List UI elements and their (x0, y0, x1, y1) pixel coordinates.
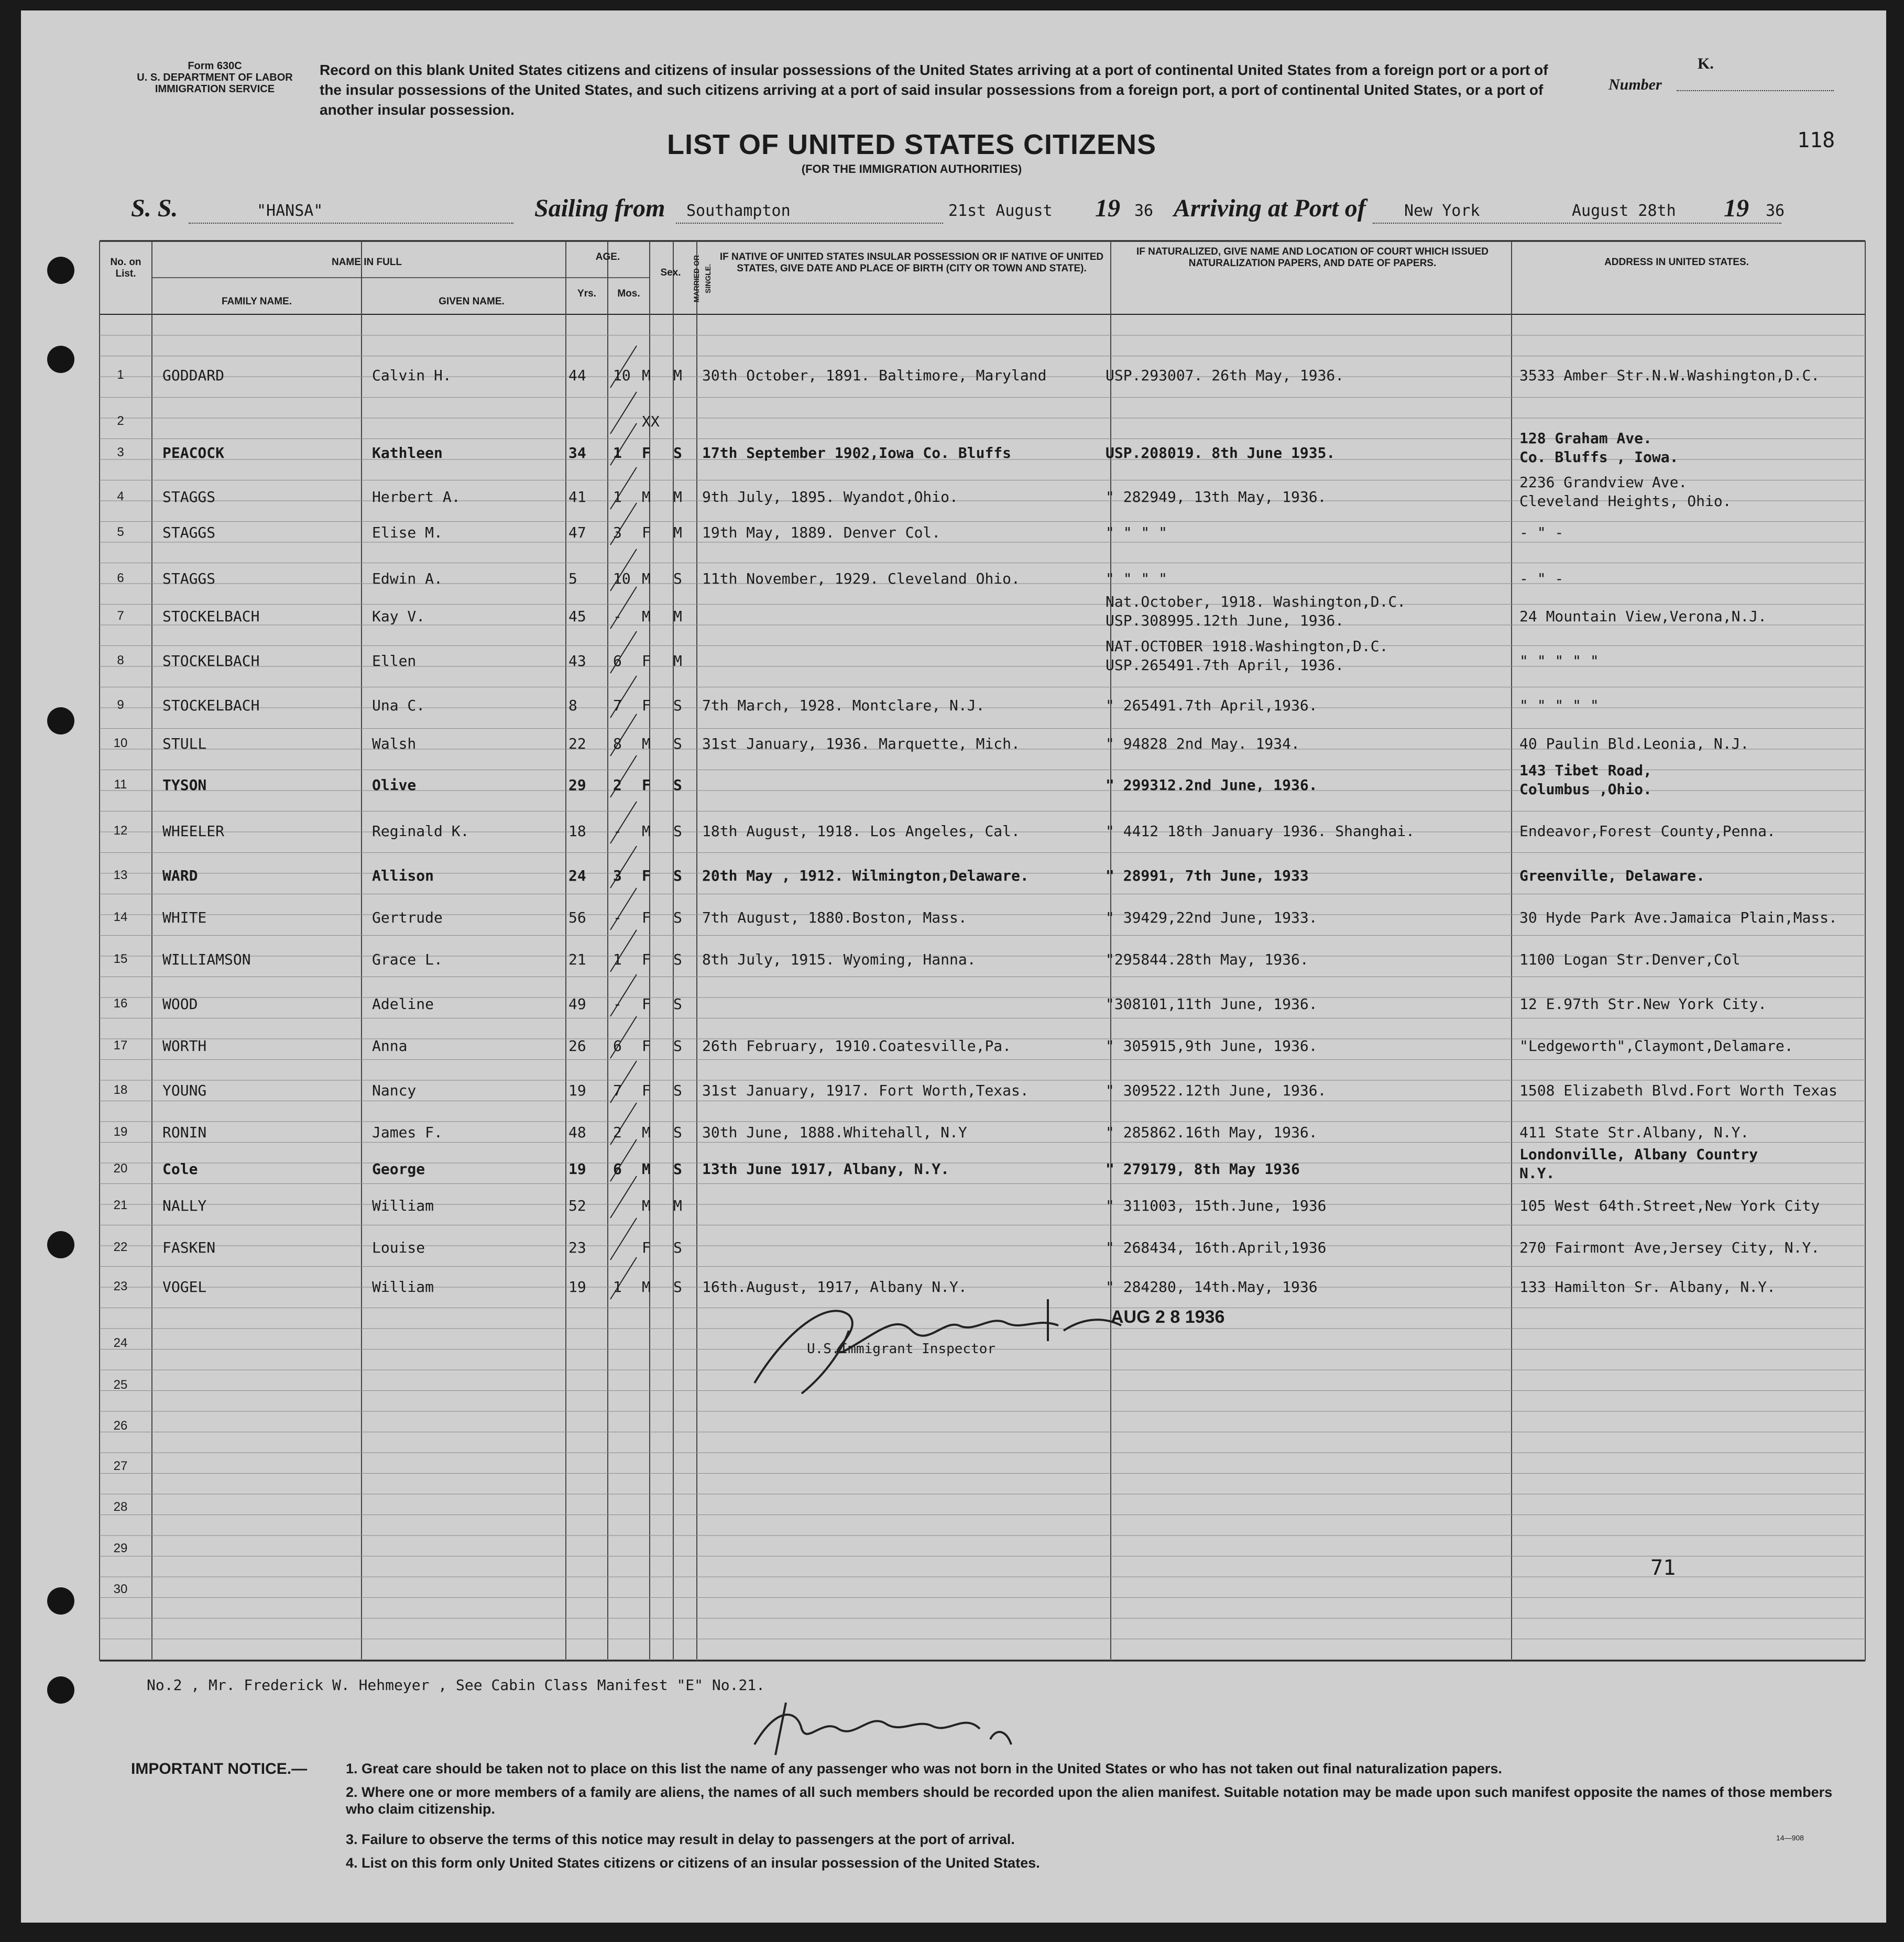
cell-family: WHITE (162, 909, 207, 926)
cell-mos: 6 (613, 1037, 622, 1055)
cell-yrs: 19 (568, 1082, 586, 1099)
cell-mos: - (613, 995, 622, 1013)
cell-sex: F (642, 867, 651, 884)
cell-sex: F (642, 1239, 651, 1256)
form-code: 14—908 (1776, 1834, 1804, 1842)
cell-yrs: 22 (568, 735, 586, 752)
cell-mos: - (613, 822, 622, 840)
cell-yrs: 47 (568, 524, 586, 541)
notice-item-2: 2. Where one or more members of a family are aliens, the names of all such members should be recorded upon the alien manifest. Suitable notation may be made upon such manifest opposite the names of those members who claim citizenship. (346, 1784, 1833, 1817)
cell-addr-line2: Columbus ,Ohio. (1519, 781, 1652, 798)
cell-given: William (372, 1278, 434, 1296)
cell-sex: M (642, 488, 651, 506)
cell-yrs: 5 (568, 570, 577, 587)
cell-ms: M (673, 367, 682, 384)
row-number: 25 (113, 1378, 128, 1392)
cell-addr: 24 Mountain View,Verona,N.J. (1519, 608, 1767, 625)
cell-birth: 31st January, 1936. Marquette, Mich. (702, 735, 1020, 752)
row-number: 13 (113, 868, 128, 882)
cell-given: Allison (372, 867, 434, 884)
cell-birth: 8th July, 1915. Wyoming, Hanna. (702, 951, 976, 968)
cell-ms: S (673, 1160, 682, 1178)
row-number: 10 (113, 736, 128, 750)
cell-addr: "Ledgeworth",Claymont,Delamare. (1519, 1037, 1793, 1055)
cell-sex: F (642, 909, 651, 926)
cell-nat: " 299312.2nd June, 1936. (1106, 776, 1318, 794)
cell-addr: Endeavor,Forest County,Penna. (1519, 822, 1776, 840)
cell-yrs: 45 (568, 608, 586, 625)
cell-family: STAGGS (162, 570, 216, 587)
cell-family: FASKEN (162, 1239, 216, 1256)
cell-nat: USP.293007. 26th May, 1936. (1106, 367, 1344, 384)
cell-ms: S (673, 1239, 682, 1256)
cell-nat: NAT.OCTOBER 1918.Washington,D.C. (1106, 638, 1388, 655)
cell-mos: 6 (613, 1160, 622, 1178)
page-subtitle: (FOR THE IMMIGRATION AUTHORITIES) (801, 162, 1022, 175)
row-number: 15 (113, 952, 128, 966)
ss-label: S. S. (131, 194, 178, 222)
cell-ms: S (673, 1082, 682, 1099)
cell-addr: Greenville, Delaware. (1519, 867, 1705, 884)
cell-given: George (372, 1160, 425, 1178)
row-number: 23 (113, 1279, 128, 1293)
cell-nat: USP.208019. 8th June 1935. (1106, 444, 1336, 462)
arrival-port: New York (1404, 202, 1480, 220)
col-head-address: ADDRESS IN UNITED STATES. (1604, 257, 1749, 268)
cell-addr: 1508 Elizabeth Blvd.Fort Worth Texas (1519, 1082, 1837, 1099)
cell-addr: 40 Paulin Bld.Leonia, N.J. (1519, 735, 1749, 752)
cell-sex: M (642, 735, 651, 752)
col-head-married: MARRIED OR SINGLE. (692, 255, 712, 303)
row-number: 14 (113, 910, 128, 924)
cell-sex: F (642, 1082, 651, 1099)
cell-sex: F (642, 652, 651, 670)
row-number: 26 (113, 1419, 128, 1433)
cell-family: RONIN (162, 1124, 207, 1141)
cell-yrs: 52 (568, 1197, 586, 1214)
cell-ms: S (673, 570, 682, 587)
cell-ms: S (673, 697, 682, 714)
footnote: No.2 , Mr. Frederick W. Hehmeyer , See Cabin Class Manifest "E" No.21. (147, 1676, 765, 1694)
cell-family: STULL (162, 735, 207, 752)
cell-nat: " 305915,9th June, 1936. (1106, 1037, 1318, 1055)
cell-mos: 1 (613, 488, 622, 506)
cell-yrs: 19 (568, 1278, 586, 1296)
cell-given: Kathleen (372, 444, 443, 462)
number-label: Number (1608, 76, 1662, 93)
cell-addr: 105 West 64th.Street,New York City (1519, 1197, 1820, 1214)
cell-family: Cole (162, 1160, 198, 1178)
cell-addr: 2236 Grandview Ave. (1519, 474, 1688, 491)
cell-nat: " 39429,22nd June, 1933. (1106, 909, 1318, 926)
cell-birth: 26th February, 1910.Coatesville,Pa. (702, 1037, 1012, 1055)
cell-mos: 1 (613, 444, 622, 462)
cell-given: William (372, 1197, 434, 1214)
row-number: 3 (117, 445, 124, 459)
sail-year: 36 (1134, 202, 1154, 220)
cell-mos: 3 (613, 867, 622, 884)
cell-sex: XX (642, 413, 660, 430)
from-port: Southampton (686, 202, 791, 220)
cell-nat: " 268434, 16th.April,1936 (1106, 1239, 1327, 1256)
row-number: 17 (113, 1038, 128, 1052)
cell-nat: " 285862.16th May, 1936. (1106, 1124, 1318, 1141)
row-number: 7 (117, 609, 124, 623)
cell-addr: Londonville, Albany Country (1519, 1146, 1758, 1163)
cell-given: Kay V. (372, 608, 425, 625)
cell-addr: 143 Tibet Road, (1519, 762, 1652, 779)
cell-ms: S (673, 1278, 682, 1296)
cell-given: Reginald K. (372, 822, 469, 840)
sail-year-prefix: 19 (1095, 194, 1120, 222)
row-number: 19 (113, 1125, 128, 1139)
cell-yrs: 8 (568, 697, 577, 714)
cell-mos: - (613, 608, 622, 625)
cell-sex: M (642, 1278, 651, 1296)
cell-nat: " 94828 2nd May. 1934. (1106, 735, 1300, 752)
cell-given: Nancy (372, 1082, 417, 1099)
cell-birth: 31st January, 1917. Fort Worth,Texas. (702, 1082, 1029, 1099)
cell-nat: " 265491.7th April,1936. (1106, 697, 1318, 714)
cell-yrs: 18 (568, 822, 586, 840)
row-number: 20 (113, 1161, 128, 1176)
record-instructions: Record on this blank United States citizens and citizens of insular possessions of the United States arriving at a port of continental United States from a foreign port or a port of the insular possessions of the United States, and such citizens arriving at a port of said insular possessions from a foreign port, a port of continental United States, or a port of another insular possession. (320, 62, 1548, 118)
cell-family: WARD (162, 867, 198, 884)
footnote-signature-icon (744, 1697, 1016, 1760)
cell-addr: 128 Graham Ave. (1519, 430, 1652, 447)
cell-mos: 7 (613, 697, 622, 714)
cell-ms: M (673, 608, 682, 625)
cell-ms: S (673, 776, 682, 794)
cell-yrs: 24 (568, 867, 586, 884)
cell-yrs: 49 (568, 995, 586, 1013)
row-number: 12 (113, 824, 128, 838)
cell-mos: 7 (613, 1082, 622, 1099)
cell-family: TYSON (162, 776, 207, 794)
cell-yrs: 48 (568, 1124, 586, 1141)
cell-yrs: 56 (568, 909, 586, 926)
row-number: 2 (117, 414, 124, 428)
col-head-yrs: Yrs. (577, 288, 596, 299)
sail-date: 21st August (948, 202, 1053, 220)
cell-family: WOOD (162, 995, 198, 1013)
cell-given: Gertrude (372, 909, 443, 926)
cell-given: James F. (372, 1124, 443, 1141)
cell-mos: 6 (613, 652, 622, 670)
cell-ms: S (673, 951, 682, 968)
cell-birth: 16th.August, 1917, Albany N.Y. (702, 1278, 967, 1296)
cell-sex: M (642, 608, 651, 625)
cell-yrs: 29 (568, 776, 586, 794)
cell-sex: M (642, 1197, 651, 1214)
form-number: Form 630C (188, 60, 242, 72)
cell-birth: 20th May , 1912. Wilmington,Delaware. (702, 867, 1029, 884)
row-number: 8 (117, 653, 124, 667)
cell-family: PEACOCK (162, 444, 225, 462)
cell-ms: S (673, 1124, 682, 1141)
notice-item-4: 4. List on this form only United States citizens or citizens of an insular possession of the United States. (346, 1855, 1040, 1871)
cell-addr-line2: Cleveland Heights, Ohio. (1519, 492, 1732, 510)
cell-ms: S (673, 995, 682, 1013)
cell-ms: S (673, 909, 682, 926)
row-number: 6 (117, 571, 124, 585)
cell-birth: 17th September 1902,Iowa Co. Bluffs (702, 444, 1012, 462)
cell-family: STOCKELBACH (162, 697, 260, 714)
row-number: 4 (117, 489, 124, 503)
cell-given: Edwin A. (372, 570, 443, 587)
row-number: 5 (117, 525, 124, 539)
cell-yrs: 44 (568, 367, 586, 384)
cell-ms: M (673, 1197, 682, 1214)
cell-mos: 1 (613, 1278, 622, 1296)
row-number: 29 (113, 1541, 128, 1555)
cell-yrs: 43 (568, 652, 586, 670)
cell-sex: F (642, 776, 651, 794)
cell-birth: 30th June, 1888.Whitehall, N.Y (702, 1124, 967, 1141)
notice-item-3: 3. Failure to observe the terms of this notice may result in delay to passengers at the port of arrival. (346, 1831, 1015, 1847)
date-stamp: AUG 2 8 1936 (1111, 1307, 1225, 1327)
row-number: 1 (117, 368, 124, 382)
cell-addr-line2: Co. Bluffs , Iowa. (1519, 448, 1679, 466)
row-number: 22 (113, 1240, 128, 1254)
cell-given: Adeline (372, 995, 434, 1013)
cell-yrs: 41 (568, 488, 586, 506)
cell-nat-line2: USP.308995.12th June, 1936. (1106, 612, 1344, 629)
cell-family: WORTH (162, 1037, 207, 1055)
cell-family: STOCKELBACH (162, 608, 260, 625)
cell-addr: " " " " " (1519, 652, 1599, 670)
cell-family: STOCKELBACH (162, 652, 260, 670)
k-label: K. (1698, 55, 1714, 72)
cell-addr: 133 Hamilton Sr. Albany, N.Y. (1519, 1278, 1776, 1296)
cell-given: Olive (372, 776, 417, 794)
page-number: 118 (1797, 128, 1835, 152)
col-head-name: NAME IN FULL (331, 257, 402, 268)
cell-nat: " 28991, 7th June, 1933 (1106, 867, 1309, 884)
cell-sex: M (642, 570, 651, 587)
cell-family: GODDARD (162, 367, 225, 384)
cell-family: STAGGS (162, 488, 216, 506)
arriving-label: Arriving at Port of (1174, 194, 1366, 222)
cell-birth: 7th August, 1880.Boston, Mass. (702, 909, 967, 926)
inspector-signature-icon (723, 1268, 1132, 1404)
sailing-label: Sailing from (534, 194, 665, 222)
cell-addr: - " - (1519, 570, 1564, 587)
cell-ms: M (673, 524, 682, 541)
cell-birth: 7th March, 1928. Montclare, N.J. (702, 697, 985, 714)
cell-ms: S (673, 444, 682, 462)
cell-nat: " " " " (1106, 570, 1168, 587)
cell-sex: F (642, 1037, 651, 1055)
inspector-label: U.S.Immigrant Inspector (807, 1341, 996, 1357)
cell-given: Grace L. (372, 951, 443, 968)
cell-birth: 9th July, 1895. Wyandot,Ohio. (702, 488, 958, 506)
col-head-given: GIVEN NAME. (439, 296, 505, 307)
row-number: 9 (117, 698, 124, 712)
cell-family: YOUNG (162, 1082, 207, 1099)
manifest-page (21, 10, 1886, 1923)
col-head-naturalized: IF NATURALIZED, GIVE NAME AND LOCATION OF COURT WHICH ISSUED NATURALIZATION PAPERS, AND DATE OF PAPERS. (1136, 246, 1489, 269)
row-number: 11 (114, 777, 127, 792)
arrival-year-prefix: 19 (1724, 194, 1749, 222)
col-head-age: AGE. (595, 251, 620, 262)
col-head-sex: Sex. (660, 267, 681, 278)
cell-family: WHEELER (162, 822, 225, 840)
cell-mos: 1 (613, 951, 622, 968)
row-number: 16 (113, 996, 128, 1011)
cell-yrs: 23 (568, 1239, 586, 1256)
cell-yrs: 26 (568, 1037, 586, 1055)
cell-nat: "308101,11th June, 1936. (1106, 995, 1318, 1013)
cell-addr: 270 Fairmont Ave,Jersey City, N.Y. (1519, 1239, 1820, 1256)
cell-mos: 2 (613, 1124, 622, 1141)
cell-ms: M (673, 652, 682, 670)
cell-mos: 3 (613, 524, 622, 541)
cell-family: STAGGS (162, 524, 216, 541)
arrival-date: August 28th (1572, 202, 1676, 220)
cell-ms: M (673, 488, 682, 506)
cell-yrs: 19 (568, 1160, 586, 1178)
row-number: 28 (113, 1500, 128, 1514)
cell-given: Anna (372, 1037, 408, 1055)
cell-nat: " 284280, 14th.May, 1936 (1106, 1278, 1318, 1296)
cell-nat: " 4412 18th January 1936. Shanghai. (1106, 822, 1415, 840)
cell-nat: Nat.October, 1918. Washington,D.C. (1106, 593, 1406, 610)
cell-nat: "295844.28th May, 1936. (1106, 951, 1309, 968)
cell-nat: " 279179, 8th May 1936 (1106, 1160, 1300, 1178)
cell-ms: S (673, 735, 682, 752)
cell-addr: 30 Hyde Park Ave.Jamaica Plain,Mass. (1519, 909, 1837, 926)
cell-addr: 12 E.97th Str.New York City. (1519, 995, 1767, 1013)
col-head-family: FAMILY NAME. (221, 296, 292, 307)
cell-sex: F (642, 444, 651, 462)
cell-addr: - " - (1519, 524, 1564, 541)
cell-sex: F (642, 951, 651, 968)
cell-nat-line2: USP.265491.7th April, 1936. (1106, 656, 1344, 674)
cell-birth: 18th August, 1918. Los Angeles, Cal. (702, 822, 1020, 840)
cell-sex: F (642, 995, 651, 1013)
cell-sex: M (642, 1124, 651, 1141)
cell-nat: " 311003, 15th.June, 1936 (1106, 1197, 1327, 1214)
row-number: 21 (113, 1198, 128, 1212)
cell-family: WILLIAMSON (162, 951, 251, 968)
ship-name: "HANSA" (257, 202, 323, 220)
form-service: IMMIGRATION SERVICE (155, 83, 275, 95)
corner-number: 71 (1650, 1556, 1676, 1580)
cell-mos: - (613, 909, 622, 926)
cell-birth: 30th October, 1891. Baltimore, Maryland (702, 367, 1047, 384)
form-department: U. S. DEPARTMENT OF LABOR (137, 72, 293, 83)
cell-yrs: 21 (568, 951, 586, 968)
page-title: LIST OF UNITED STATES CITIZENS (667, 129, 1156, 160)
cell-yrs: 34 (568, 444, 586, 462)
cell-given: Louise (372, 1239, 425, 1256)
cell-sex: M (642, 1160, 651, 1178)
cell-birth: 19th May, 1889. Denver Col. (702, 524, 941, 541)
notice-item-1: 1. Great care should be taken not to place on this list the name of any passenger who was not born in the United States or who has not taken out final naturalization papers. (346, 1761, 1502, 1776)
notice-label: IMPORTANT NOTICE.— (131, 1760, 308, 1778)
cell-given: Elise M. (372, 524, 443, 541)
cell-nat: " 309522.12th June, 1936. (1106, 1082, 1327, 1099)
cell-ms: S (673, 1037, 682, 1055)
row-number: 30 (113, 1582, 128, 1596)
cell-sex: F (642, 697, 651, 714)
cell-addr-line2: N.Y. (1519, 1165, 1555, 1182)
arrival-year: 36 (1766, 202, 1785, 220)
cell-family: VOGEL (162, 1278, 207, 1296)
cell-nat: " 282949, 13th May, 1936. (1106, 488, 1327, 506)
cell-given: Walsh (372, 735, 417, 752)
cell-mos: 2 (613, 776, 622, 794)
cell-birth: 13th June 1917, Albany, N.Y. (702, 1160, 950, 1178)
col-head-birth: IF NATIVE OF UNITED STATES INSULAR POSSESSION OR IF NATIVE OF UNITED STATES, GIVE DATE AND PLACE OF BIRTH (CITY OR TOWN AND STATE). (719, 251, 1104, 274)
cell-addr: 3533 Amber Str.N.W.Washington,D.C. (1519, 367, 1820, 384)
cell-given: Ellen (372, 652, 417, 670)
row-number: 18 (113, 1083, 128, 1097)
row-number: 24 (113, 1336, 128, 1350)
col-head-mos: Mos. (617, 288, 640, 299)
cell-mos: 10 (613, 570, 631, 587)
cell-family: NALLY (162, 1197, 207, 1214)
cell-ms: S (673, 822, 682, 840)
cell-birth: 11th November, 1929. Cleveland Ohio. (702, 570, 1020, 587)
cell-addr: 1100 Logan Str.Denver,Col (1519, 951, 1741, 968)
cell-mos: 10 (613, 367, 631, 384)
cell-ms: S (673, 867, 682, 884)
cell-given: Calvin H. (372, 367, 452, 384)
cell-sex: F (642, 524, 651, 541)
cell-addr: " " " " " (1519, 697, 1599, 714)
cell-addr: 411 State Str.Albany, N.Y. (1519, 1124, 1749, 1141)
row-number: 27 (113, 1459, 128, 1473)
cell-nat: " " " " (1106, 524, 1168, 541)
col-head-no: No. on List. (110, 257, 141, 279)
cell-given: Herbert A. (372, 488, 461, 506)
cell-given: Una C. (372, 697, 425, 714)
cell-mos: 8 (613, 735, 622, 752)
cell-sex: M (642, 822, 651, 840)
cell-sex: M (642, 367, 651, 384)
